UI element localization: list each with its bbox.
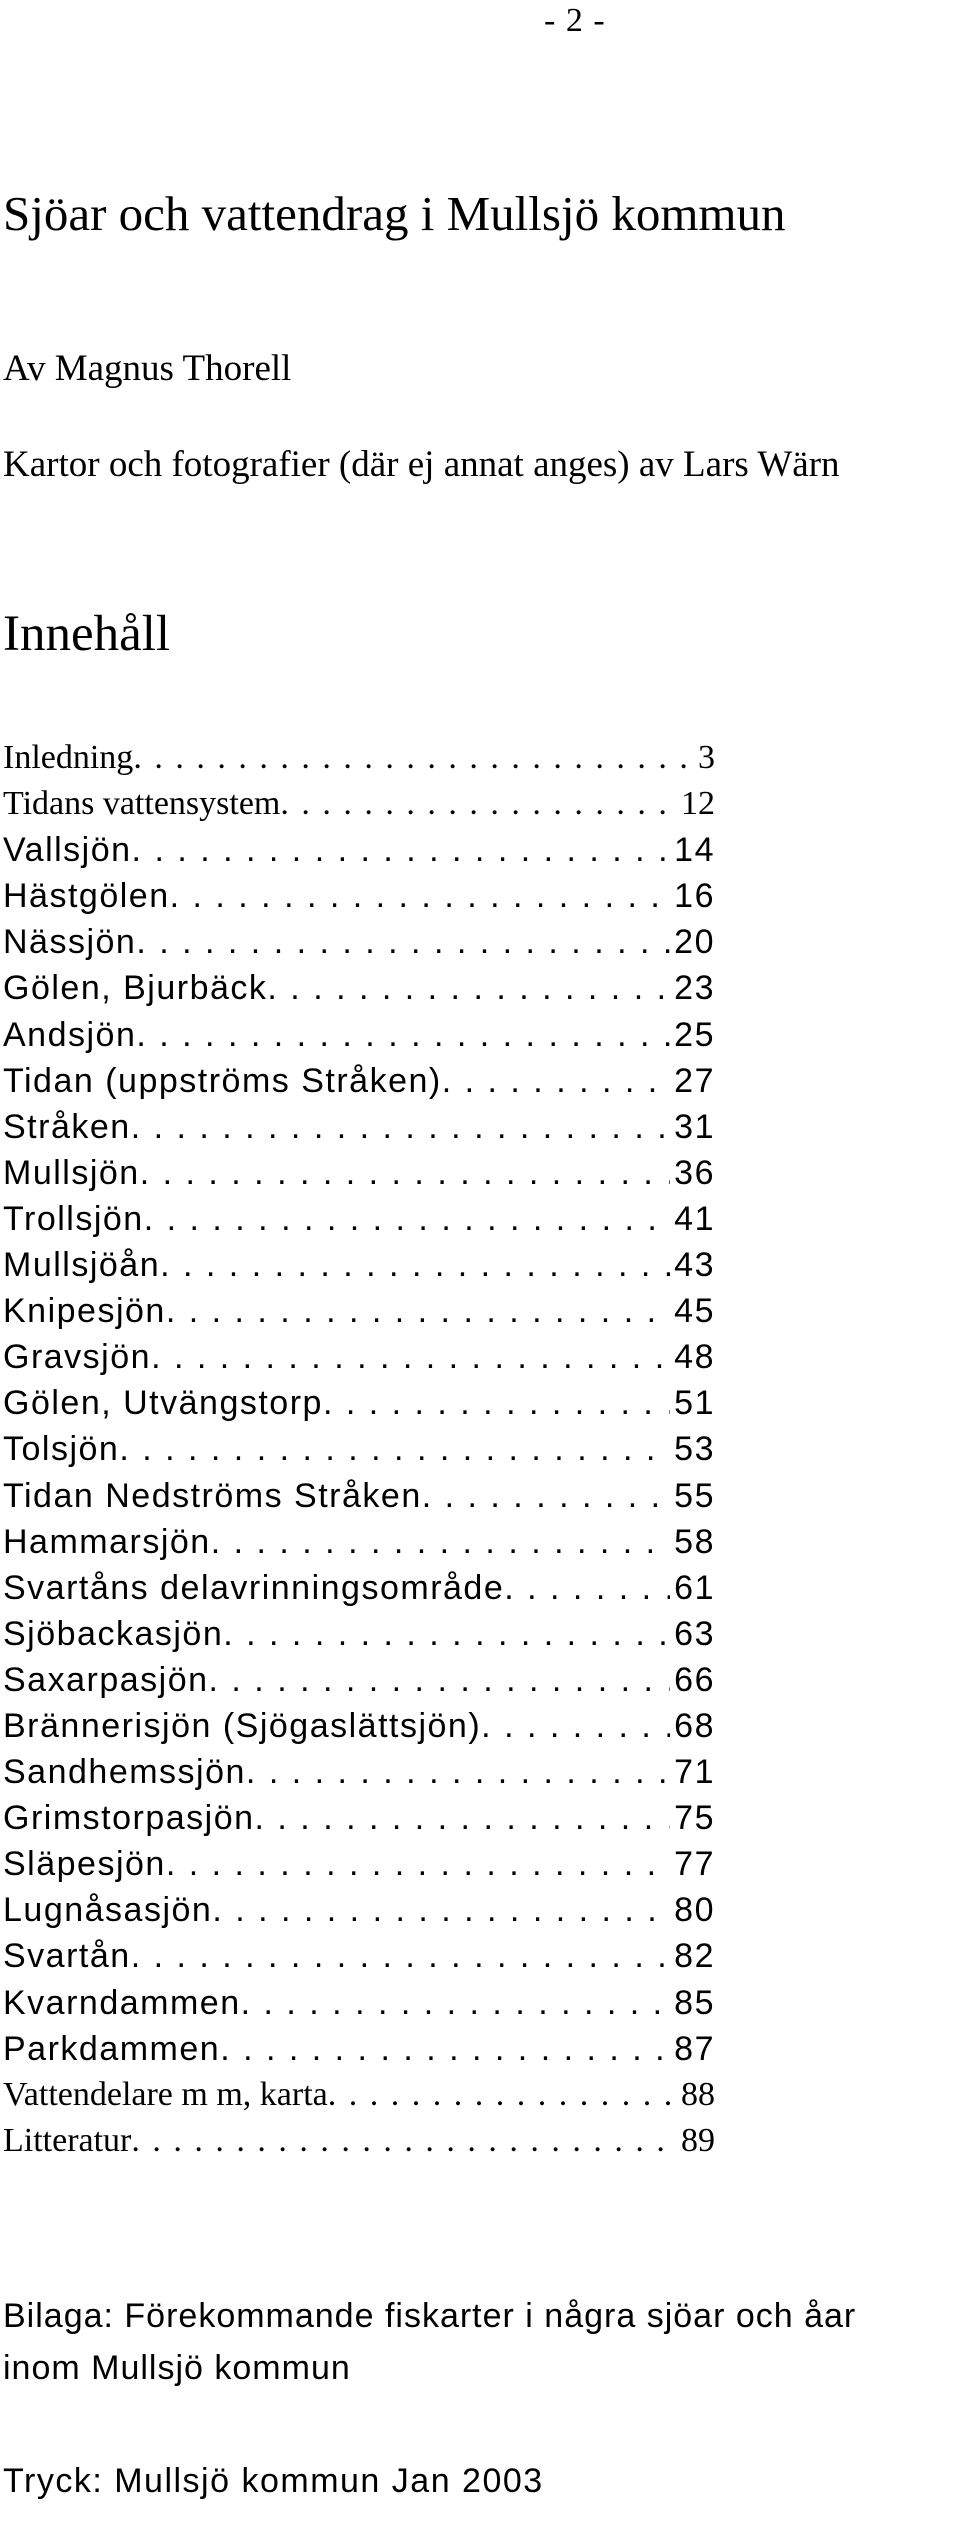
toc-heading: Innehåll <box>3 606 171 662</box>
toc-entry-label: Gölen, Bjurbäck <box>3 969 268 1008</box>
toc-entry <box>3 919 715 965</box>
dot-leader <box>144 1196 670 1242</box>
dot-leader <box>131 1933 670 1979</box>
toc-entry-page: 45 <box>674 1292 715 1331</box>
toc-entry <box>3 1795 715 1841</box>
table-of-contents <box>3 735 715 2164</box>
dot-leader <box>280 781 677 827</box>
toc-entry-label: Inledning <box>3 739 134 776</box>
dot-leader <box>481 1703 670 1749</box>
dot-leader <box>223 1611 670 1657</box>
toc-entry-page: 14 <box>674 831 715 870</box>
dot-leader <box>246 1749 670 1795</box>
toc-entry-page: 31 <box>674 1107 715 1146</box>
toc-entry-label: Parkdammen <box>3 2029 221 2068</box>
dot-leader <box>131 1104 670 1150</box>
dot-leader <box>212 1887 670 1933</box>
toc-entry <box>3 1288 715 1334</box>
dot-leader <box>166 1841 670 1887</box>
toc-entry <box>3 873 715 919</box>
toc-entry-page: 77 <box>674 1845 715 1884</box>
toc-entry-label: Tidans vattensystem <box>3 785 281 823</box>
toc-entry <box>3 1334 715 1380</box>
toc-entry-page: 75 <box>674 1799 715 1838</box>
dot-leader <box>422 1473 670 1519</box>
toc-entry-page: 25 <box>674 1015 715 1054</box>
appendix-note: Bilaga: Förekommande fiskarter i några sjöar och åar inom Mullsjö kommun <box>3 2297 857 2387</box>
toc-entry-label: Mullsjön <box>3 1153 140 1192</box>
toc-entry-page: 71 <box>674 1753 715 1792</box>
toc-entry <box>3 1749 715 1795</box>
toc-entry-page: 41 <box>674 1199 715 1238</box>
toc-entry <box>3 1012 715 1058</box>
toc-entry-page: 58 <box>674 1522 715 1561</box>
toc-entry-label: Hästgölen <box>3 877 170 916</box>
toc-entry-page: 36 <box>674 1153 715 1192</box>
toc-entry-label: Tidan Nedströms Stråken <box>3 1476 422 1515</box>
dot-leader <box>160 1242 670 1288</box>
dot-leader <box>220 2026 670 2072</box>
toc-entry-page: 3 <box>698 739 715 776</box>
toc-entry-page: 87 <box>674 2029 715 2068</box>
toc-entry <box>3 1426 715 1472</box>
dot-leader <box>136 1012 670 1058</box>
toc-entry <box>3 2026 715 2072</box>
toc-entry <box>3 1242 715 1288</box>
credits-line: Kartor och fotografier (där ej annat anges) av Lars Wärn <box>3 444 840 485</box>
toc-entry-label: Stråken <box>3 1107 131 1146</box>
toc-entry <box>3 1104 715 1150</box>
dot-leader <box>170 873 671 919</box>
print-note: Tryck: Mullsjö kommun Jan 2003 <box>3 2462 544 2500</box>
toc-entry-page: 20 <box>674 923 715 962</box>
toc-entry <box>3 1380 715 1426</box>
toc-entry <box>3 1473 715 1519</box>
dot-leader <box>132 827 671 873</box>
toc-entry-label: Lugnåsasjön <box>3 1891 213 1930</box>
toc-entry-page: 27 <box>674 1061 715 1100</box>
toc-entry <box>3 1657 715 1703</box>
toc-entry-page: 48 <box>674 1338 715 1377</box>
page-number: - 2 - <box>544 2 606 39</box>
toc-entry <box>3 1150 715 1196</box>
toc-entry-label: Sjöbackasjön <box>3 1614 224 1653</box>
author-line: Av Magnus Thorell <box>3 348 292 389</box>
dot-leader <box>119 1426 670 1472</box>
toc-entry-label: Mullsjöån <box>3 1246 161 1285</box>
dot-leader <box>133 735 694 781</box>
dot-leader <box>504 1565 670 1611</box>
toc-entry <box>3 965 715 1011</box>
dot-leader <box>241 1980 671 2026</box>
toc-entry-label: Svartån <box>3 1937 131 1976</box>
toc-entry <box>3 1519 715 1565</box>
toc-entry-label: Gravsjön <box>3 1338 152 1377</box>
toc-entry-label: Släpesjön <box>3 1845 166 1884</box>
dot-leader <box>151 1334 670 1380</box>
toc-entry-label: Litteratur <box>3 2121 132 2159</box>
dot-leader <box>442 1058 670 1104</box>
toc-entry <box>3 1980 715 2026</box>
toc-entry-label: Kvarndammen <box>3 1983 241 2022</box>
toc-entry-label: Grimstorpasjön <box>3 1799 255 1838</box>
dot-leader <box>328 2072 677 2118</box>
toc-entry-page: 82 <box>674 1937 715 1976</box>
toc-entry-label: Nässjön <box>3 923 137 962</box>
toc-entry <box>3 781 715 827</box>
toc-entry <box>3 1933 715 1979</box>
toc-entry-label: Brännerisjön (Sjögaslättsjön) <box>3 1706 482 1745</box>
toc-entry-label: Sandhemssjön <box>3 1753 246 1792</box>
document-title: Sjöar och vattendrag i Mullsjö kommun <box>3 186 786 241</box>
toc-entry-label: Tolsjön <box>3 1430 120 1469</box>
toc-entry <box>3 1058 715 1104</box>
toc-entry-page: 51 <box>674 1384 715 1423</box>
toc-entry-page: 88 <box>681 2075 715 2113</box>
toc-entry <box>3 735 715 781</box>
toc-entry <box>3 2118 715 2164</box>
toc-entry-label: Trollsjön <box>3 1199 144 1238</box>
dot-leader <box>255 1795 671 1841</box>
toc-entry-page: 63 <box>674 1614 715 1653</box>
dot-leader <box>136 919 670 965</box>
toc-entry <box>3 1196 715 1242</box>
toc-entry-page: 23 <box>674 969 715 1008</box>
toc-entry-label: Andsjön <box>3 1015 137 1054</box>
toc-entry-page: 89 <box>681 2121 715 2159</box>
dot-leader <box>131 2118 677 2164</box>
toc-entry <box>3 2072 715 2118</box>
toc-entry-page: 68 <box>674 1706 715 1745</box>
toc-entry-page: 53 <box>674 1430 715 1469</box>
dot-leader <box>166 1288 670 1334</box>
toc-entry-label: Knipesjön <box>3 1292 166 1331</box>
toc-entry-page: 43 <box>674 1246 715 1285</box>
toc-entry <box>3 1703 715 1749</box>
toc-entry-label: Vallsjön <box>3 831 132 870</box>
toc-entry <box>3 1841 715 1887</box>
dot-leader <box>211 1519 670 1565</box>
dot-leader <box>267 965 670 1011</box>
toc-entry-label: Svartåns delavrinningsområde <box>3 1568 505 1607</box>
toc-entry-label: Gölen, Utvängstorp <box>3 1384 323 1423</box>
toc-entry-page: 61 <box>674 1568 715 1607</box>
toc-entry-label: Tidan (uppströms Stråken) <box>3 1061 442 1100</box>
dot-leader <box>140 1150 670 1196</box>
toc-entry <box>3 827 715 873</box>
toc-entry <box>3 1611 715 1657</box>
toc-entry-label: Vattendelare m m, karta <box>3 2075 328 2113</box>
toc-entry-label: Hammarsjön <box>3 1522 211 1561</box>
toc-entry-page: 85 <box>674 1983 715 2022</box>
toc-entry <box>3 1887 715 1933</box>
toc-entry-label: Saxarpasjön <box>3 1660 209 1699</box>
toc-entry-page: 12 <box>681 785 715 823</box>
toc-entry-page: 80 <box>674 1891 715 1930</box>
dot-leader <box>323 1380 670 1426</box>
toc-entry-page: 55 <box>674 1476 715 1515</box>
toc-entry-page: 16 <box>674 877 715 916</box>
dot-leader <box>209 1657 671 1703</box>
toc-entry-page: 66 <box>674 1660 715 1699</box>
toc-entry <box>3 1565 715 1611</box>
